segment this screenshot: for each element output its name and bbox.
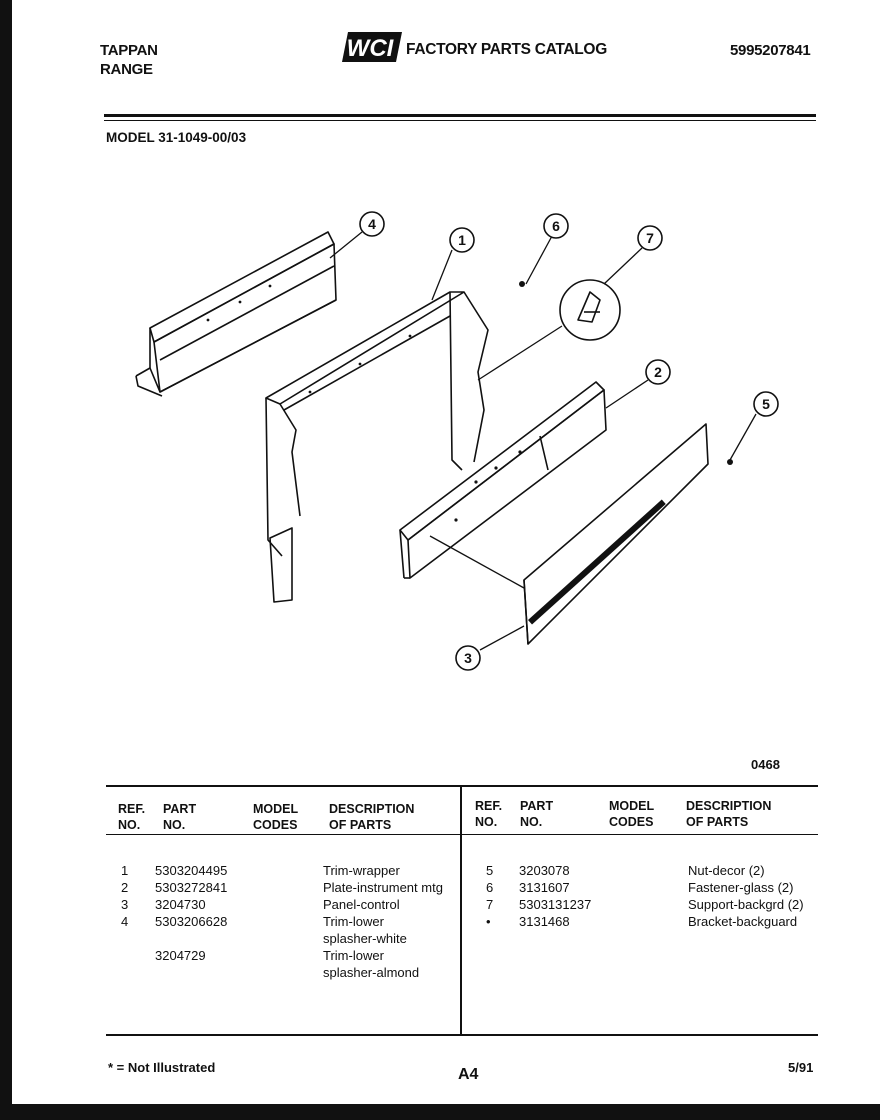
- table-row: 7: [486, 897, 494, 912]
- logo-text: WCI: [346, 35, 394, 62]
- model-number: MODEL 31-1049-00/03: [106, 130, 247, 145]
- table-row: •: [486, 914, 491, 929]
- left-part-column: 5303204495 5303272841 3204730 5303206628 3204729: [155, 863, 228, 963]
- catalog-title: FACTORY PARTS CATALOG: [406, 41, 607, 58]
- right-header-model: MODEL CODES: [609, 799, 655, 829]
- table-header-rule: [106, 834, 818, 835]
- catalog-number: 5995207841: [730, 42, 811, 59]
- part-2-plate-instrument-mtg: [400, 382, 606, 578]
- right-header-part: PART NO.: [520, 799, 554, 829]
- table-row: 6: [486, 880, 494, 895]
- page-number: A4: [458, 1066, 479, 1083]
- table-row: 4: [121, 914, 129, 929]
- callout-1: 1: [458, 232, 466, 248]
- figure-code: 0468: [751, 757, 780, 772]
- brand-line-2: RANGE: [100, 61, 153, 78]
- right-ref-column: [486, 862, 493, 930]
- table-row: 1: [121, 863, 129, 878]
- left-ref-column: [121, 862, 128, 930]
- revision-date: 5/91: [788, 1060, 814, 1075]
- left-header-ref: REF. NO.: [118, 802, 146, 832]
- part-3-panel-control: [524, 424, 708, 644]
- table-top-rule: [106, 785, 818, 787]
- table-row: 3: [121, 897, 129, 912]
- callout-7: 7: [646, 230, 654, 246]
- not-illustrated-note: * = Not Illustrated: [108, 1060, 216, 1075]
- right-desc-column: Nut-decor (2) Fastener-glass (2) Support-backgrd (2) Bracket-backguard: [688, 863, 804, 929]
- left-desc-column: Trim-wrapper Plate-instrument mtg Panel-control Trim-lower splasher-white Trim-lower splasher-almond: [323, 863, 443, 980]
- part-4-trim-lower-splasher: [136, 232, 336, 396]
- scan-edge-bottom: [0, 1104, 880, 1120]
- right-header-desc: DESCRIPTION OF PARTS: [686, 799, 772, 829]
- left-header-model: MODEL CODES: [253, 802, 299, 832]
- table-bottom-rule: [106, 1034, 818, 1036]
- part-5-nut-decor: [727, 459, 733, 465]
- part-7-support-backgrd-detail: [560, 280, 620, 340]
- brand-line-1: TAPPAN: [100, 42, 158, 59]
- left-header-desc: DESCRIPTION OF PARTS: [329, 802, 415, 832]
- callout-4: 4: [368, 216, 376, 232]
- left-header-part: PART NO.: [163, 802, 197, 832]
- leader-lines: [330, 232, 756, 650]
- table-divider: [460, 786, 462, 1035]
- table-row: 2: [121, 880, 129, 895]
- part-1-trim-wrapper: [266, 292, 488, 602]
- callout-2: 2: [654, 364, 662, 380]
- callout-6: 6: [552, 218, 560, 234]
- part-6-fastener: [519, 281, 525, 287]
- callout-3: 3: [464, 650, 472, 666]
- right-header-ref: REF. NO.: [475, 799, 503, 829]
- callout-5: 5: [762, 396, 770, 412]
- right-part-column: 3203078 3131607 5303131237 3131468: [519, 863, 592, 929]
- table-row: 5: [486, 863, 494, 878]
